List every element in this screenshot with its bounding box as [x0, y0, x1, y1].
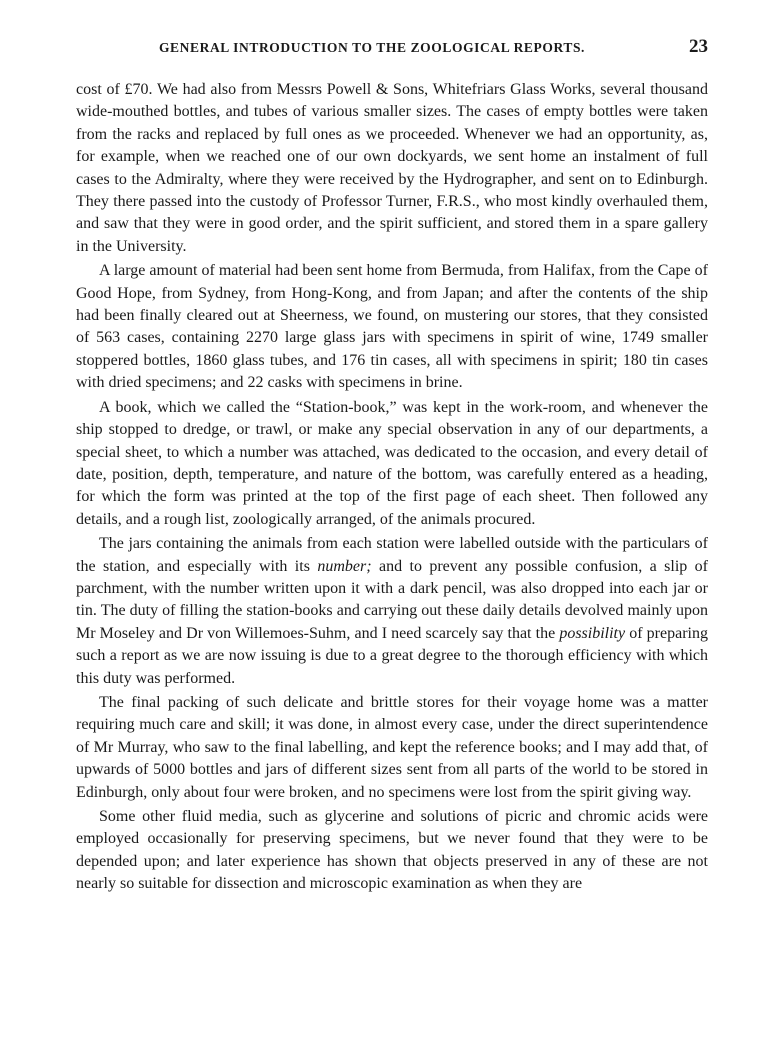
paragraph-text: The jars containing the animals from each station were labelled outside with the particulars of the station, and especially with its	[76, 535, 708, 575]
body-text	[76, 79, 708, 898]
paragraph: A book, which we called the “Station-book,” was kept in the work-room, and whenever the ship stopped to dredge, or trawl, or make any special observation in any of our departments, a special sheet, to which a number was attached, was dedicated to the occasion, and every detail of date, position, depth, temperature, and nature of the bottom, was carefully entered as a heading, for which the form was printed at the top of the first page of each sheet. Then followed any details, and a rough list, zoologically arranged, of the animals procured.	[76, 398, 708, 528]
paragraph-text: and to prevent any possible confusion, a slip of parchment, with the number written upon it with a dark pencil, was also dropped into each jar or tin. The duty of filling the station-books and carrying out these daily details devolved mainly upon Mr Moseley and Dr von Willemoes-Suhm, and I need scarcely say that the	[76, 557, 709, 642]
paragraph: The final packing of such delicate and brittle stores for their voyage home was a matter requiring much care and skill; it was done, in almost every case, under the direct superintendence of Mr Murray, who saw to the final labelling, and kept the reference books; and I may add that, of upwards of 5000 bottles and jars of different sizes sent from all parts of the world to be stored in Edinburgh, only about four were broken, and no specimens were lost from the spirit giving way.	[76, 693, 708, 801]
paragraph: A large amount of material had been sent home from Bermuda, from Halifax, from the Cape of Good Hope, from Sydney, from Hong-Kong, and from Japan; and after the contents of the ship had been finally cleared out at Sheerness, we found, on mustering our stores, that they consisted of 563 cases, containing 2270 large glass jars with specimens in spirit of wine, 1749 smaller stoppered bottles, 1860 glass tubes, and 176 tin cases, all with specimens in spirit; 180 tin cases with dried specimens; and 22 casks with specimens in brine.	[76, 262, 708, 392]
paragraph: cost of £70. We had also from Messrs Powell & Sons, Whitefriars Glass Works, several thousand wide-mouthed bottles, and tubes of various smaller sizes. The cases of empty bottles were taken from the racks and replaced by full ones as we proceeded. Whenever we had an opportunity, as, for example, when we reached one of our own dockyards, we sent home an instalment of full cases to the Admiralty, where they were received by the Hydrographer, and sent on to Edinburgh. They there passed into the custody of Professor Turner, F.R.S., who most kindly overhauled them, and saw that they were in good order, and the spirit sufficient, and stored them in a spare gallery in the University.	[76, 81, 708, 255]
italic-number: number;	[317, 557, 372, 575]
paragraph	[76, 533, 708, 690]
paragraph: Some other fluid media, such as glycerine and solutions of picric and chromic acids were employed occasionally for preserving specimens, but we never found that they were to be depended upon; and later experience has shown that objects preserved in any of these are not nearly so suitable for dissection and microscopic examination as when they are	[76, 808, 708, 893]
italic-possibility: possibility	[559, 624, 626, 642]
running-title: GENERAL INTRODUCTION TO THE ZOOLOGICAL REPORTS.	[158, 40, 586, 55]
page-number: 23	[689, 36, 708, 57]
paragraph-text: of preparing such a report as we are now issuing is due to a great degree to the thorough efficiency with which this duty was performed.	[76, 624, 708, 687]
running-head	[76, 36, 708, 62]
